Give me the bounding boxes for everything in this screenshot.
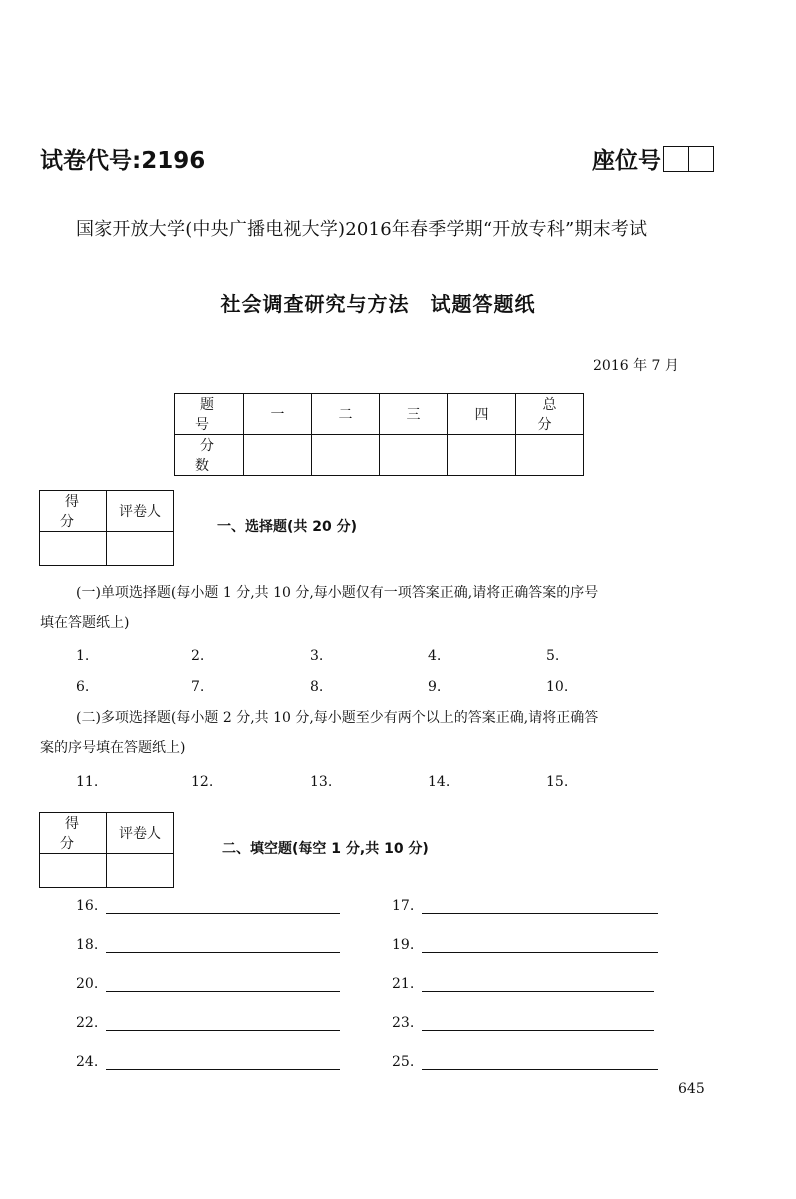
answer-item[interactable]: 11. (76, 774, 99, 790)
answer-item[interactable]: 6. (76, 679, 90, 695)
grader-score-label: 得 分 (40, 491, 107, 532)
blank-line[interactable] (106, 1016, 340, 1031)
blank-line[interactable] (106, 1055, 340, 1070)
blank-item (76, 1015, 340, 1031)
paper-code: 试卷代号:2196 (40, 148, 206, 174)
blank-number: 21. (392, 976, 415, 992)
answer-item[interactable]: 9. (428, 679, 442, 695)
blank-line[interactable] (106, 938, 340, 953)
answer-item[interactable]: 2. (191, 648, 205, 664)
answer-item[interactable]: 7. (191, 679, 205, 695)
blank-number: 22. (76, 1015, 99, 1031)
grader-box-section2 (39, 812, 174, 888)
blank-line[interactable] (422, 899, 658, 914)
grader-box-section1 (39, 490, 174, 566)
blank-line[interactable] (106, 899, 340, 914)
column-header: 四 (448, 394, 516, 435)
seat-box[interactable] (664, 147, 688, 171)
grader-name-label: 评卷人 (107, 491, 174, 532)
answer-item[interactable]: 10. (546, 679, 569, 695)
answer-item[interactable]: 12. (191, 774, 214, 790)
answer-item[interactable]: 5. (546, 648, 560, 664)
sheet-title: 社会调查研究与方法 试题答题纸 (220, 292, 536, 316)
blank-item (392, 937, 658, 953)
answer-item[interactable]: 4. (428, 648, 442, 664)
blank-number: 24. (76, 1054, 99, 1070)
exam-title: 国家开放大学(中央广播电视大学)2016年春季学期“开放专科”期末考试 (76, 219, 648, 240)
question-number-row (175, 394, 584, 435)
answer-item[interactable]: 8. (310, 679, 324, 695)
grader-name-label: 评卷人 (107, 813, 174, 854)
grader-name-cell[interactable] (107, 854, 174, 888)
blank-number: 25. (392, 1054, 415, 1070)
score-cell[interactable] (312, 435, 380, 476)
score-cell[interactable] (244, 435, 312, 476)
blank-item (392, 976, 654, 992)
grader-score-cell[interactable] (40, 854, 107, 888)
column-header: 二 (312, 394, 380, 435)
blank-item (392, 898, 658, 914)
grader-name-cell[interactable] (107, 532, 174, 566)
score-cell[interactable] (448, 435, 516, 476)
blank-line[interactable] (422, 977, 654, 992)
seat-box[interactable] (688, 147, 713, 171)
score-row (175, 435, 584, 476)
seat-number (592, 142, 714, 175)
page-number: 645 (678, 1081, 705, 1097)
blank-line[interactable] (422, 938, 658, 953)
score-cell-total[interactable] (516, 435, 584, 476)
column-header: 三 (380, 394, 448, 435)
blank-line[interactable] (422, 1055, 658, 1070)
blank-number: 23. (392, 1015, 415, 1031)
score-summary-table (174, 393, 584, 476)
blank-line[interactable] (106, 977, 340, 992)
answer-item[interactable]: 14. (428, 774, 451, 790)
blank-item (76, 898, 340, 914)
section1-part1-instruction-cont: 填在答题纸上) (40, 615, 130, 631)
section1-part2-instruction: (二)多项选择题(每小题 2 分,共 10 分,每小题至少有两个以上的答案正确,请将正确答 (76, 710, 599, 726)
blank-line[interactable] (422, 1016, 654, 1031)
section1-part1-instruction: (一)单项选择题(每小题 1 分,共 10 分,每小题仅有一项答案正确,请将正确答案的序号 (76, 585, 599, 601)
answer-item[interactable]: 1. (76, 648, 90, 664)
grader-score-label: 得 分 (40, 813, 107, 854)
answer-item[interactable]: 13. (310, 774, 333, 790)
question-number-label: 题 号 (175, 394, 244, 435)
section1-part2-instruction-cont: 案的序号填在答题纸上) (40, 740, 186, 756)
blank-number: 18. (76, 937, 99, 953)
column-header-total: 总 分 (516, 394, 584, 435)
blank-item (392, 1015, 654, 1031)
blank-number: 17. (392, 898, 415, 914)
score-label: 分 数 (175, 435, 244, 476)
score-cell[interactable] (380, 435, 448, 476)
blank-number: 16. (76, 898, 99, 914)
answer-item[interactable]: 3. (310, 648, 324, 664)
column-header: 一 (244, 394, 312, 435)
grader-score-cell[interactable] (40, 532, 107, 566)
section2-title: 二、填空题(每空 1 分,共 10 分) (222, 841, 429, 857)
blank-item (76, 937, 340, 953)
blank-item (392, 1054, 658, 1070)
section1-title: 一、选择题(共 20 分) (217, 519, 358, 535)
seat-number-boxes[interactable] (663, 146, 714, 172)
answer-item[interactable]: 15. (546, 774, 569, 790)
blank-item (76, 976, 340, 992)
blank-item (76, 1054, 340, 1070)
blank-number: 20. (76, 976, 99, 992)
blank-number: 19. (392, 937, 415, 953)
seat-label: 座位号 (592, 148, 661, 174)
exam-date: 2016 年 7 月 (593, 358, 679, 374)
